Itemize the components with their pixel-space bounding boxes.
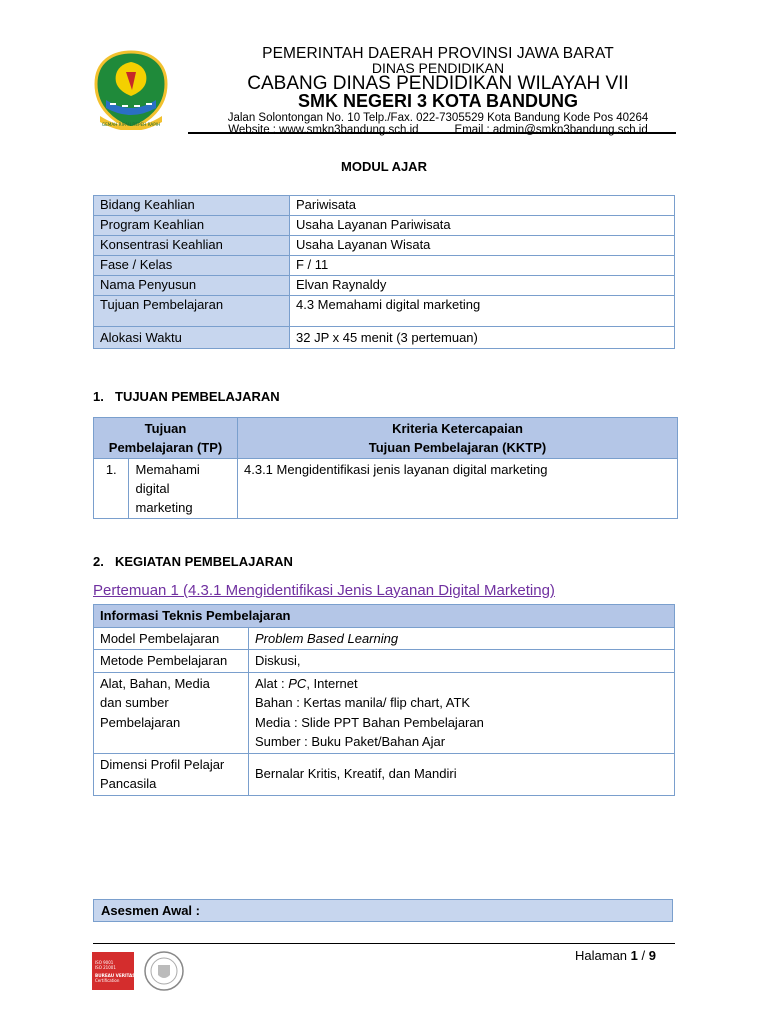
media-line: Media : Slide PPT Bahan Pembelajaran (255, 714, 484, 730)
info-label: Fase / Kelas (94, 256, 290, 276)
branch-line: CABANG DINAS PENDIDIKAN WILAYAH VII (247, 72, 629, 94)
table-row (94, 216, 675, 236)
module-info-table (93, 195, 675, 349)
tp-cell (129, 459, 238, 519)
table-row (94, 753, 675, 795)
kktp-header-line: Tujuan Pembelajaran (KKTP) (368, 440, 547, 455)
section-title: KEGIATAN PEMBELAJARAN (115, 554, 293, 569)
page-prefix: Halaman (575, 948, 631, 963)
bahan-line: Bahan : Kertas manila/ flip chart, ATK (255, 695, 471, 710)
info-value: Usaha Layanan Pariwisata (290, 216, 675, 236)
footer-divider (93, 943, 675, 944)
table-row (94, 296, 675, 327)
dimensi-label-line: Pancasila (100, 776, 157, 791)
table-row (94, 672, 675, 753)
gov-line: PEMERINTAH DAERAH PROVINSI JAWA BARAT (262, 45, 614, 62)
info-value: Usaha Layanan Wisata (290, 236, 675, 256)
resources-label-line: Alat, Bahan, Media (100, 675, 210, 691)
table-row (94, 276, 675, 296)
resources-label (94, 672, 249, 753)
table-row (94, 196, 675, 216)
table-row (94, 650, 675, 673)
info-label: Konsentrasi Keahlian (94, 236, 290, 256)
letterhead-divider (188, 132, 676, 134)
technical-info-header: Informasi Teknis Pembelajaran (94, 605, 675, 628)
school-email: Email : admin@smkn3bandung.sch.id (454, 124, 648, 136)
table-row (94, 256, 675, 276)
info-label: Program Keahlian (94, 216, 290, 236)
model-value-text: Problem Based Learning (255, 630, 399, 646)
table-row (94, 459, 678, 519)
info-value: 4.3 Memahami digital marketing (290, 296, 675, 327)
alat-suffix: , Internet (306, 675, 358, 691)
table-header-row (94, 418, 678, 459)
info-value: Elvan Raynaldy (290, 276, 675, 296)
resources-value (249, 672, 675, 753)
resources-label-line: dan sumber (100, 695, 169, 710)
info-value: Pariwisata (290, 196, 675, 216)
table-row (94, 327, 675, 349)
tp-text-line: Memahami (135, 462, 200, 477)
cert-brand: BUREAU VERITAS (95, 973, 136, 978)
tp-header-line: Pembelajaran (TP) (108, 440, 223, 455)
info-label: Bidang Keahlian (94, 196, 290, 216)
document-title: MODUL AJAR (341, 159, 427, 174)
table-row (94, 627, 675, 650)
tp-text-line: digital (135, 481, 170, 496)
cert-iso2: ISO 21001 (95, 965, 116, 970)
tp-column-header (94, 418, 238, 459)
school-name: SMK NEGERI 3 KOTA BANDUNG (297, 90, 578, 111)
dimensi-label (94, 753, 249, 795)
contact-line (188, 125, 688, 137)
dept-line: DINAS PENDIDIKAN (371, 59, 505, 76)
info-value: F / 11 (290, 256, 675, 276)
bureau-veritas-certification-logo-icon (92, 950, 192, 992)
cert-iso1: ISO 9001 (95, 960, 114, 965)
meeting-title: Pertemuan 1 (4.3.1 Mengidentifikasi Jenis Layanan Digital Marketing) (93, 582, 555, 599)
model-value (249, 627, 675, 650)
info-label: Tujuan Pembelajaran (94, 296, 290, 327)
asesmen-awal-header: Asesmen Awal : (93, 899, 673, 922)
alat-italic: PC (288, 675, 307, 691)
alat-line (255, 674, 668, 694)
table-header-row (94, 605, 675, 628)
metode-value: Diskusi, (249, 650, 675, 673)
dimensi-label-line: Dimensi Profil Pelajar (100, 756, 225, 772)
info-label: Alokasi Waktu (94, 327, 290, 349)
kktp-column-header (238, 418, 678, 459)
section-heading-tujuan (93, 389, 280, 404)
page-total: 9 (648, 948, 656, 963)
tp-header-line: Tujuan (144, 421, 187, 436)
letterhead (92, 46, 676, 134)
info-label: Nama Penyusun (94, 276, 290, 296)
tp-text-line: marketing (135, 500, 193, 515)
west-java-emblem-icon (92, 50, 170, 130)
table-row (94, 236, 675, 256)
page-current: 1 (630, 948, 638, 963)
model-label: Model Pembelajaran (94, 627, 249, 650)
dimensi-value: Bernalar Kritis, Kreatif, dan Mandiri (249, 753, 675, 795)
kktp-header-line: Kriteria Ketercapaian (392, 421, 523, 436)
info-value: 32 JP x 45 menit (3 pertemuan) (290, 327, 675, 349)
section-number: 1. (93, 389, 104, 404)
section-heading-kegiatan (93, 554, 293, 569)
metode-label: Metode Pembelajaran (94, 650, 249, 673)
page-number (575, 948, 656, 963)
row-number: 1. (94, 459, 129, 519)
section-number: 2. (93, 554, 104, 569)
school-website: Website : www.smkn3bandung.sch.id (228, 124, 419, 136)
logo-motto: GEMAH RIPAH REPEH RAPIH (101, 122, 161, 127)
kktp-cell: 4.3.1 Mengidentifikasi jenis layanan digital marketing (238, 459, 678, 519)
cert-label: Certification (95, 978, 120, 983)
sumber-line: Sumber : Buku Paket/Bahan Ajar (255, 734, 446, 749)
school-address: Jalan Solontongan No. 10 Telp./Fax. 022-7305529 Kota Bandung Kode Pos 40264 (227, 111, 649, 124)
page-separator: / (637, 948, 649, 963)
section-title: TUJUAN PEMBELAJARAN (115, 389, 280, 404)
technical-info-table (93, 604, 675, 796)
alat-prefix: Alat : (255, 675, 289, 691)
learning-objectives-table (93, 417, 678, 519)
resources-label-line: Pembelajaran (100, 714, 181, 730)
